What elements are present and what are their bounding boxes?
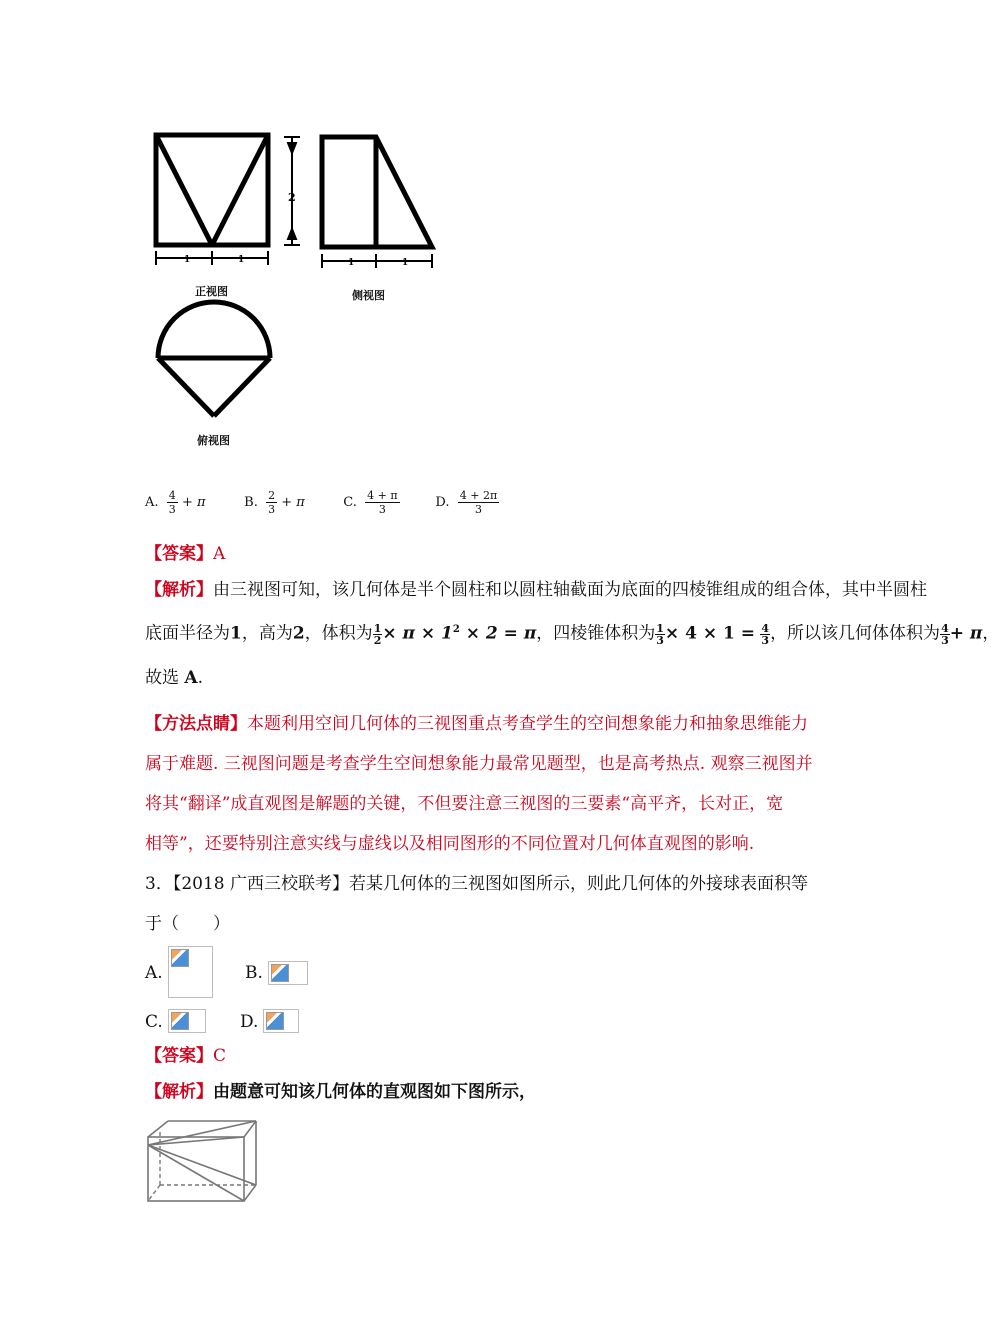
method-line-2: 属于难题. 三视图问题是考查学生空间想象能力最常见题型，也是高考热点. 观察三视图并: [145, 754, 813, 774]
analysis-3: 【解析】由题意可知该几何体的直观图如下图所示，: [145, 1082, 536, 1102]
front-dim-2: 1: [238, 255, 245, 265]
side-dim-2: 1: [402, 258, 409, 268]
solid-figure: [140, 1115, 270, 1210]
q3-option-c-label: C.: [145, 1012, 163, 1032]
side-dimension: [322, 254, 432, 268]
q3-option-a-label: A.: [145, 963, 163, 983]
option-c: C. $\frac{4 + \pi}{3}$: [343, 489, 398, 516]
analysis-1-line-1: 【解析】由三视图可知，该几何体是半个圆柱和以圆柱轴截面为底面的四棱锥组成的组合体，其中半圆柱: [145, 580, 927, 600]
front-view-label: 正视图: [195, 285, 228, 298]
option-b: B. $\frac{2}{3}$ + π: [244, 489, 305, 516]
analysis-1-line-2: 底面半径为1，高为2，体积为 $\frac{1}{2}$ × $\pi \times 1^2 \times 2 = \pi$，四棱锥体积为 $\frac{1}{3}$ × 4 × 1 = $\frac{4}{3}$ ，所以该几何体体积为 $\frac{4}{3}$ + π，: [145, 621, 999, 647]
method-line-4: 相等”，还要特别注意实线与虚线以及相同图形的不同位置对几何体直观图的影响.: [145, 834, 755, 854]
question-3-line-2: 于（ ）: [145, 914, 230, 934]
q3-option-d-label: D.: [240, 1012, 259, 1032]
answer-3: 【答案】C: [145, 1046, 227, 1066]
top-view: [158, 302, 270, 416]
q3-option-d-image-icon: [263, 1009, 299, 1033]
method-line-1: 【方法点睛】本题利用空间几何体的三视图重点考查学生的空间想象能力和抽象思维能力: [145, 714, 808, 734]
answer-1: [145, 543, 225, 565]
answer-value: A: [213, 544, 226, 564]
question-3-line-1: 3．【2018 广西三校联考】若某几何体的三视图如图所示，则此几何体的外接球表面积等: [145, 874, 808, 894]
method-line-3: 将其“翻译”成直观图是解题的关键，不但要注意三视图的三要素“高平齐，长对正，宽: [145, 794, 784, 814]
q3-option-c-image-icon: [168, 1009, 206, 1033]
top-view-label: 俯视图: [197, 434, 230, 447]
three-view-figure: [140, 125, 450, 455]
q3-option-b-label: B.: [245, 963, 263, 983]
front-dim-1: 1: [184, 255, 191, 265]
side-view-label: 侧视图: [352, 289, 385, 302]
side-dim-1: 1: [348, 258, 355, 268]
side-view: [322, 137, 432, 247]
q3-option-a-image-icon: [168, 946, 213, 998]
analysis-1-line-3: 故选 A.: [145, 668, 204, 688]
option-d: D. $\frac{4 + 2\pi}{3}$: [435, 489, 498, 516]
answer-tag: 【答案】: [145, 544, 213, 564]
front-dimension: [156, 251, 268, 265]
options-row-1: [145, 488, 535, 518]
option-a: A. $\frac{4}{3}$ + π: [145, 489, 206, 516]
q3-option-b-image-icon: [268, 961, 308, 985]
height-dim-label: 2: [288, 191, 296, 204]
front-view: [156, 135, 268, 245]
